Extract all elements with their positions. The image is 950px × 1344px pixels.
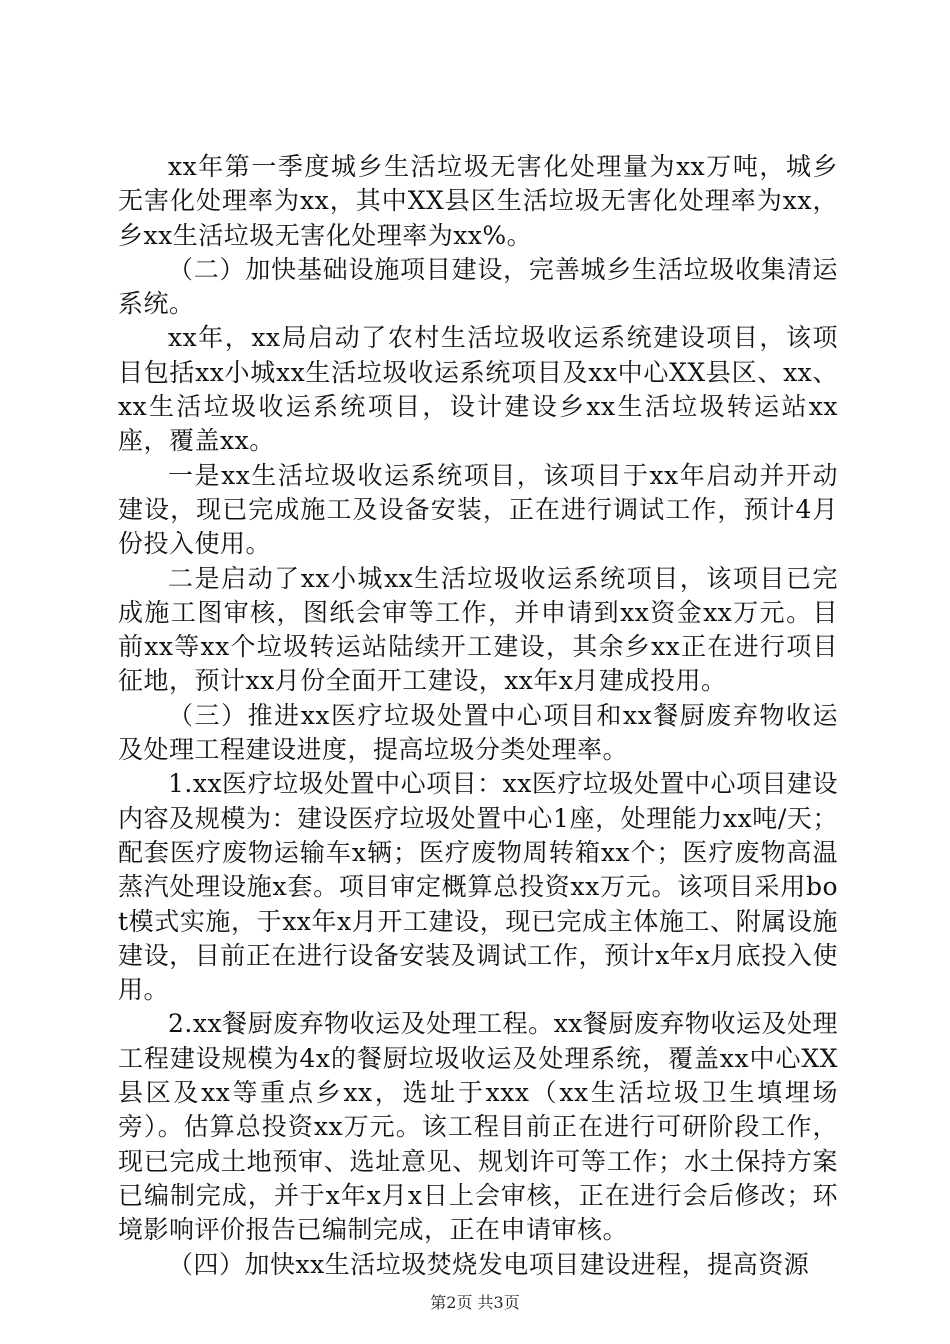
paragraph-8: 2.xx餐厨废弃物收运及处理工程。xx餐厨废弃物收运及处理工程建设规模为4x的餐厨垃圾收运及处理系统，覆盖xx中心XX县区及xx等重点乡xx，选址于xxx（xx生活垃圾卫生填埋场旁）。估算总投资xx万元。该工程目前正在进行可研阶段工作，现已完成土地预审、选址意见、规划许可等工作；水土保持方案已编制完成，并于x年x月x日上会审核，正在进行会后修改；环境影响评价报告已编制完成，正在申请审核。: [118, 1009, 838, 1245]
paragraph-3: xx年，xx局启动了农村生活垃圾收运系统建设项目，该项目包括xx小城xx生活垃圾收运系统项目及xx中心XX县区、xx、xx生活垃圾收运系统项目，设计建设乡xx生活垃圾转运站xx座，覆盖xx。: [118, 323, 838, 456]
paragraph-7: 1.xx医疗垃圾处置中心项目：xx医疗垃圾处置中心项目建设内容及规模为：建设医疗垃圾处置中心1座，处理能力xx吨/天；配套医疗废物运输车x辆；医疗废物周转箱xx个；医疗废物高温蒸汽处理设施x套。项目审定概算总投资xx万元。该项目采用bot模式实施，于xx年x月开工建设，现已完成主体施工、附属设施建设，目前正在进行设备安装及调试工作，预计x年x月底投入使用。: [118, 769, 838, 1005]
paragraph-1: xx年第一季度城乡生活垃圾无害化处理量为xx万吨，城乡无害化处理率为xx，其中XX县区生活垃圾无害化处理率为xx，乡xx生活垃圾无害化处理率为xx%。: [118, 152, 838, 250]
paragraph-4: 一是xx生活垃圾收运系统项目，该项目于xx年启动并开动建设，现已完成施工及设备安装，正在进行调试工作，预计4月份投入使用。: [118, 460, 838, 559]
paragraph-5: 二是启动了xx小城xx生活垃圾收运系统项目，该项目已完成施工图审核，图纸会审等工作，并申请到xx资金xx万元。目前xx等xx个垃圾转运站陆续开工建设，其余乡xx正在进行项目征地，预计xx月份全面开工建设，xx年x月建成投用。: [118, 563, 838, 696]
section-heading-4: （四）加快xx生活垃圾焚烧发电项目建设进程，提高资源: [168, 1249, 810, 1279]
page-number-footer: 第2页 共3页: [430, 1293, 520, 1312]
section-heading-3: （三）推进xx医疗垃圾处置中心项目和xx餐厨废弃物收运及处理工程建设进度，提高垃圾分类处理率。: [118, 700, 838, 765]
section-heading-2: （二）加快基础设施项目建设，完善城乡生活垃圾收集清运系统。: [118, 254, 838, 319]
document-body: [118, 150, 838, 1282]
